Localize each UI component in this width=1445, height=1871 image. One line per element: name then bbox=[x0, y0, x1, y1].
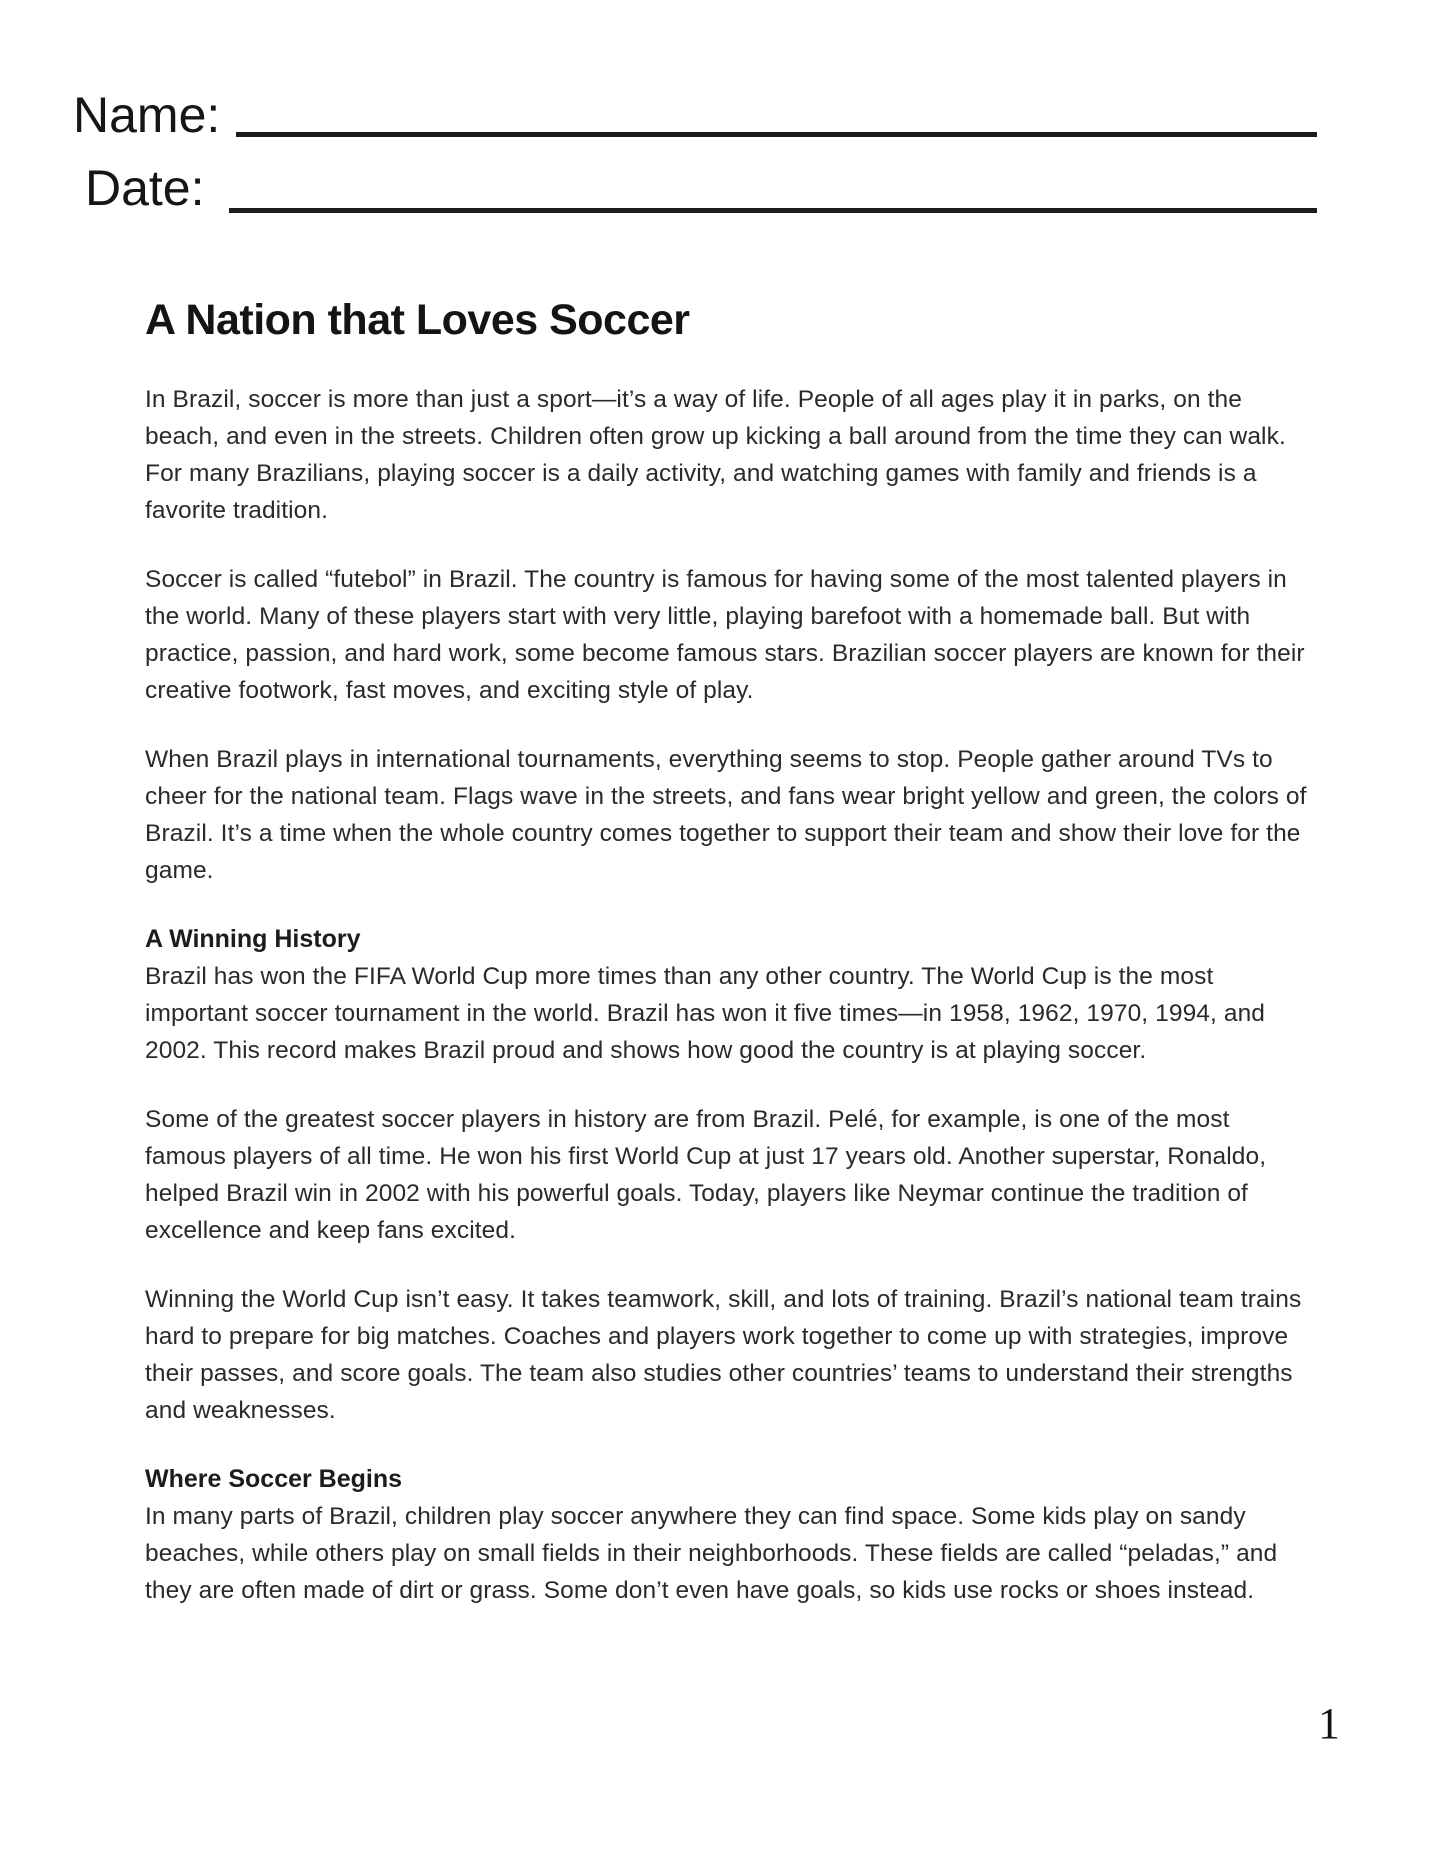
heading-where-soccer-begins: Where Soccer Begins bbox=[145, 1465, 403, 1493]
paragraph-peladas: In many parts of Brazil, children play soccer anywhere they can find space. Some kids play on sandy beaches, while others play on small fields in their neighborhoods. These fields are called “peladas,” and they are often made of dirt or grass. Some don’t even have goals, so kids use rocks or shoes instead. bbox=[145, 1503, 1278, 1604]
date-field-row bbox=[85, 160, 1317, 216]
name-field-row bbox=[73, 87, 1317, 143]
paragraph-world-cup-record: Brazil has won the FIFA World Cup more times than any other country. The World Cup is the most important soccer tournament in the world. Brazil has won it five times—in 1958, 1962, 1970, 1994, and 2002. This record makes Brazil proud and shows how good the country is at playing soccer. bbox=[145, 963, 1266, 1064]
paragraph-futebol: Soccer is called “futebol” in Brazil. The country is famous for having some of the most talented players in the world. Many of these players start with very little, playing barefoot with a homemade ball. But with practice, passion, and hard work, some become famous stars. Brazilian soccer players are known for their creative footwork, fast moves, and exciting style of play. bbox=[145, 566, 1305, 704]
paragraph-training: Winning the World Cup isn’t easy. It takes teamwork, skill, and lots of training. Brazil’s national team trains hard to prepare for big matches. Coaches and players work together to come up with strategies, improve their passes, and score goals. The team also studies other countries’ teams to understand their strengths and weaknesses. bbox=[145, 1286, 1302, 1424]
name-fill-in-line bbox=[236, 132, 1317, 137]
date-label: Date: bbox=[85, 160, 205, 216]
paragraph-intro: In Brazil, soccer is more than just a sport—it’s a way of life. People of all ages play it in parks, on the beach, and even in the streets. Children often grow up kicking a ball around from the time they can walk. For many Brazilians, playing soccer is a daily activity, and watching games with family and friends is a favorite tradition. bbox=[145, 386, 1286, 524]
article-title: A Nation that Loves Soccer bbox=[145, 296, 690, 344]
page-number: 1 bbox=[1318, 1699, 1340, 1748]
article-body bbox=[145, 296, 1310, 1641]
heading-winning-history: A Winning History bbox=[145, 925, 361, 953]
paragraph-famous-players: Some of the greatest soccer players in history are from Brazil. Pelé, for example, is one of the most famous players of all time. He won his first World Cup at just 17 years old. Another superstar, Ronaldo, helped Brazil win in 2002 with his powerful goals. Today, players like Neymar continue the tradition of excellence and keep fans excited. bbox=[145, 1106, 1267, 1244]
paragraph-tournaments: When Brazil plays in international tournaments, everything seems to stop. People gather around TVs to cheer for the national team. Flags wave in the streets, and fans wear bright yellow and green, the colors of Brazil. It’s a time when the whole country comes together to support their team and show their love for the game. bbox=[145, 746, 1307, 884]
date-fill-in-line bbox=[229, 208, 1317, 213]
name-label: Name: bbox=[73, 87, 221, 143]
